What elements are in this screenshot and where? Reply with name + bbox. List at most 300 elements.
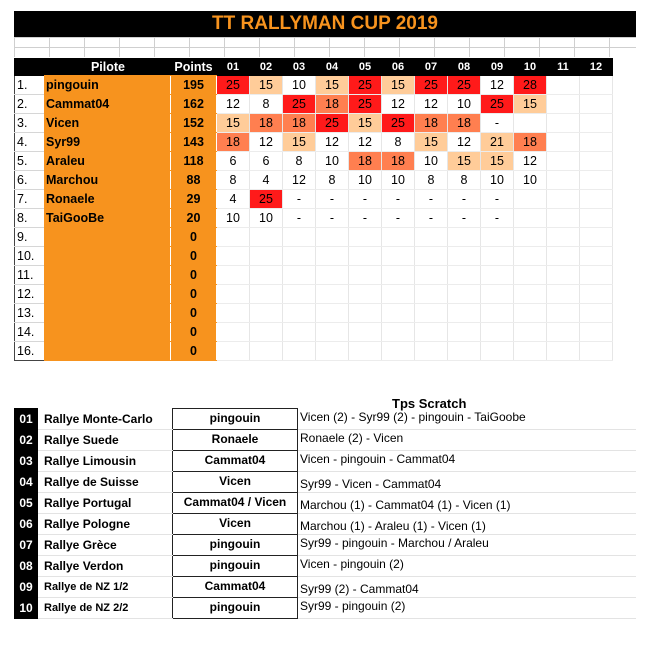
score-cell-round-09: -	[481, 114, 514, 133]
header-round-06: 06	[382, 59, 415, 76]
rally-scratch: Vicen - pingouin - Cammat04	[298, 451, 637, 472]
score-cell-round-10	[514, 228, 547, 247]
pilot-name-cell: TaiGooBe	[44, 209, 171, 228]
score-cell-round-11	[547, 190, 580, 209]
score-cell-round-11	[547, 95, 580, 114]
rallies-body	[14, 409, 636, 619]
score-cell-round-04	[316, 266, 349, 285]
score-cell-round-12	[580, 76, 613, 95]
score-cell-round-08	[448, 247, 481, 266]
rally-winner: pingouin	[173, 535, 298, 556]
score-cell-round-06: -	[382, 209, 415, 228]
points-cell: 118	[171, 152, 217, 171]
header-round-04: 04	[316, 59, 349, 76]
score-cell-round-11	[547, 342, 580, 361]
score-cell-round-12	[580, 209, 613, 228]
header-round-07: 07	[415, 59, 448, 76]
score-cell-round-01	[217, 304, 250, 323]
score-cell-round-10	[514, 190, 547, 209]
header-round-03: 03	[283, 59, 316, 76]
rally-number: 10	[14, 598, 38, 619]
score-cell-round-02: 8	[250, 95, 283, 114]
score-cell-round-08: -	[448, 190, 481, 209]
rally-scratch: Syr99 - Vicen - Cammat04	[298, 472, 637, 493]
rank-cell: 11.	[15, 266, 44, 285]
score-cell-round-03: 15	[283, 133, 316, 152]
score-cell-round-03: -	[283, 209, 316, 228]
score-cell-round-10: 18	[514, 133, 547, 152]
score-cell-round-12	[580, 95, 613, 114]
rally-scratch: Marchou (1) - Araleu (1) - Vicen (1)	[298, 514, 637, 535]
rally-number: 02	[14, 430, 38, 451]
score-cell-round-01: 8	[217, 171, 250, 190]
score-cell-round-12	[580, 114, 613, 133]
score-cell-round-02	[250, 247, 283, 266]
standings-row	[15, 190, 613, 209]
header-round-10: 10	[514, 59, 547, 76]
rally-scratch: Syr99 - pingouin (2)	[298, 598, 637, 619]
pilot-name-cell: Syr99	[44, 133, 171, 152]
scratch-title: Tps Scratch	[392, 396, 467, 411]
score-cell-round-08: -	[448, 209, 481, 228]
score-cell-round-07	[415, 228, 448, 247]
rally-number: 04	[14, 472, 38, 493]
rank-cell: 10.	[15, 247, 44, 266]
score-cell-round-06	[382, 285, 415, 304]
score-cell-round-06: -	[382, 190, 415, 209]
score-cell-round-09	[481, 342, 514, 361]
score-cell-round-06: 8	[382, 133, 415, 152]
points-cell: 0	[171, 266, 217, 285]
standings-header-row	[15, 59, 613, 76]
rally-name: Rallye de Suisse	[38, 472, 173, 493]
score-cell-round-03	[283, 266, 316, 285]
score-cell-round-07: -	[415, 209, 448, 228]
score-cell-round-11	[547, 133, 580, 152]
header-round-02: 02	[250, 59, 283, 76]
score-cell-round-01: 18	[217, 133, 250, 152]
score-cell-round-03: 8	[283, 152, 316, 171]
rally-row	[14, 556, 636, 577]
rank-cell: 2.	[15, 95, 44, 114]
score-cell-round-04	[316, 323, 349, 342]
score-cell-round-11	[547, 152, 580, 171]
score-cell-round-04: -	[316, 190, 349, 209]
score-cell-round-04: -	[316, 209, 349, 228]
score-cell-round-05: 15	[349, 114, 382, 133]
points-cell: 0	[171, 342, 217, 361]
pilot-name-cell	[44, 304, 171, 323]
score-cell-round-09: -	[481, 209, 514, 228]
score-cell-round-01	[217, 285, 250, 304]
score-cell-round-01: 25	[217, 76, 250, 95]
pilot-name-cell: Ronaele	[44, 190, 171, 209]
score-cell-round-02	[250, 266, 283, 285]
score-cell-round-01: 15	[217, 114, 250, 133]
score-cell-round-08	[448, 304, 481, 323]
score-cell-round-03	[283, 285, 316, 304]
standings-row	[15, 171, 613, 190]
score-cell-round-07: 10	[415, 152, 448, 171]
score-cell-round-04: 8	[316, 171, 349, 190]
rally-number: 01	[14, 409, 38, 430]
rally-row	[14, 451, 636, 472]
score-cell-round-04: 25	[316, 114, 349, 133]
points-cell: 162	[171, 95, 217, 114]
header-round-12: 12	[580, 59, 613, 76]
header-round-08: 08	[448, 59, 481, 76]
pilot-name-cell: Vicen	[44, 114, 171, 133]
score-cell-round-06: 12	[382, 95, 415, 114]
score-cell-round-10	[514, 342, 547, 361]
pilot-name-cell: Cammat04	[44, 95, 171, 114]
score-cell-round-08: 12	[448, 133, 481, 152]
score-cell-round-10	[514, 323, 547, 342]
score-cell-round-02	[250, 323, 283, 342]
pilot-name-cell: Araleu	[44, 152, 171, 171]
score-cell-round-11	[547, 247, 580, 266]
score-cell-round-03	[283, 342, 316, 361]
score-cell-round-02	[250, 304, 283, 323]
rally-winner: Vicen	[173, 514, 298, 535]
score-cell-round-10: 15	[514, 95, 547, 114]
rank-cell: 1.	[15, 76, 44, 95]
rally-scratch: Vicen (2) - Syr99 (2) - pingouin - TaiGoobe	[298, 409, 637, 430]
rally-row	[14, 514, 636, 535]
score-cell-round-05: 25	[349, 76, 382, 95]
standings-row	[15, 76, 613, 95]
points-cell: 0	[171, 247, 217, 266]
score-cell-round-03: 10	[283, 76, 316, 95]
score-cell-round-01: 10	[217, 209, 250, 228]
score-cell-round-07	[415, 342, 448, 361]
score-cell-round-02: 6	[250, 152, 283, 171]
score-cell-round-02	[250, 228, 283, 247]
score-cell-round-09	[481, 266, 514, 285]
rally-winner: pingouin	[173, 409, 298, 430]
score-cell-round-01	[217, 266, 250, 285]
score-cell-round-06	[382, 342, 415, 361]
rally-winner: pingouin	[173, 598, 298, 619]
score-cell-round-05	[349, 247, 382, 266]
score-cell-round-01: 12	[217, 95, 250, 114]
score-cell-round-07: 12	[415, 95, 448, 114]
score-cell-round-11	[547, 114, 580, 133]
score-cell-round-09: -	[481, 190, 514, 209]
pilot-name-cell	[44, 247, 171, 266]
score-cell-round-12	[580, 190, 613, 209]
header-round-05: 05	[349, 59, 382, 76]
score-cell-round-02: 15	[250, 76, 283, 95]
rank-cell: 12.	[15, 285, 44, 304]
score-cell-round-07	[415, 323, 448, 342]
rally-winner: Cammat04 / Vicen	[173, 493, 298, 514]
score-cell-round-04: 15	[316, 76, 349, 95]
score-cell-round-06	[382, 228, 415, 247]
score-cell-round-11	[547, 266, 580, 285]
score-cell-round-09	[481, 323, 514, 342]
score-cell-round-05: 10	[349, 171, 382, 190]
page-title: TT RALLYMAN CUP 2019	[14, 11, 636, 37]
score-cell-round-05: 12	[349, 133, 382, 152]
score-cell-round-06	[382, 266, 415, 285]
rally-scratch: Syr99 (2) - Cammat04	[298, 577, 637, 598]
score-cell-round-01	[217, 228, 250, 247]
score-cell-round-10	[514, 285, 547, 304]
rally-scratch: Marchou (1) - Cammat04 (1) - Vicen (1)	[298, 493, 637, 514]
score-cell-round-06: 18	[382, 152, 415, 171]
score-cell-round-09: 21	[481, 133, 514, 152]
rank-cell: 13.	[15, 304, 44, 323]
score-cell-round-08: 15	[448, 152, 481, 171]
score-cell-round-02	[250, 285, 283, 304]
score-cell-round-07: 8	[415, 171, 448, 190]
spreadsheet-grid	[14, 37, 636, 57]
rally-winner: Cammat04	[173, 451, 298, 472]
score-cell-round-12	[580, 285, 613, 304]
score-cell-round-08: 8	[448, 171, 481, 190]
score-cell-round-10	[514, 209, 547, 228]
standings-row	[15, 209, 613, 228]
rank-cell: 4.	[15, 133, 44, 152]
pilot-name-cell	[44, 285, 171, 304]
score-cell-round-04	[316, 285, 349, 304]
score-cell-round-11	[547, 209, 580, 228]
score-cell-round-02: 10	[250, 209, 283, 228]
header-points: Points	[171, 59, 217, 76]
score-cell-round-01: 6	[217, 152, 250, 171]
score-cell-round-06	[382, 247, 415, 266]
score-cell-round-05	[349, 304, 382, 323]
score-cell-round-07	[415, 304, 448, 323]
rank-cell: 5.	[15, 152, 44, 171]
score-cell-round-12	[580, 133, 613, 152]
score-cell-round-10: 10	[514, 171, 547, 190]
score-cell-round-02: 12	[250, 133, 283, 152]
points-cell: 29	[171, 190, 217, 209]
standings-row	[15, 95, 613, 114]
rally-row	[14, 409, 636, 430]
score-cell-round-11	[547, 171, 580, 190]
rally-number: 06	[14, 514, 38, 535]
score-cell-round-08	[448, 266, 481, 285]
score-cell-round-09	[481, 228, 514, 247]
rally-number: 08	[14, 556, 38, 577]
score-cell-round-12	[580, 323, 613, 342]
score-cell-round-10	[514, 266, 547, 285]
score-cell-round-08	[448, 228, 481, 247]
score-cell-round-07	[415, 247, 448, 266]
rally-scratch: Ronaele (2) - Vicen	[298, 430, 637, 451]
points-cell: 0	[171, 304, 217, 323]
standings-row	[15, 323, 613, 342]
score-cell-round-09	[481, 304, 514, 323]
score-cell-round-06	[382, 323, 415, 342]
score-cell-round-12	[580, 304, 613, 323]
score-cell-round-07	[415, 285, 448, 304]
rally-row	[14, 598, 636, 619]
score-cell-round-05: 25	[349, 95, 382, 114]
score-cell-round-12	[580, 342, 613, 361]
score-cell-round-01	[217, 247, 250, 266]
header-pilote: Pilote	[44, 59, 171, 76]
score-cell-round-12	[580, 266, 613, 285]
score-cell-round-02: 25	[250, 190, 283, 209]
standings-row	[15, 285, 613, 304]
score-cell-round-12	[580, 152, 613, 171]
rally-number: 03	[14, 451, 38, 472]
rally-row	[14, 535, 636, 556]
score-cell-round-04: 12	[316, 133, 349, 152]
rally-name: Rallye Verdon	[38, 556, 173, 577]
pilot-name-cell: pingouin	[44, 76, 171, 95]
score-cell-round-02	[250, 342, 283, 361]
rally-row	[14, 472, 636, 493]
score-cell-round-07: -	[415, 190, 448, 209]
score-cell-round-08: 18	[448, 114, 481, 133]
score-cell-round-11	[547, 76, 580, 95]
rank-cell: 8.	[15, 209, 44, 228]
rally-winner: Cammat04	[173, 577, 298, 598]
rank-cell: 9.	[15, 228, 44, 247]
score-cell-round-01	[217, 342, 250, 361]
score-cell-round-03	[283, 247, 316, 266]
rally-name: Rallye de NZ 2/2	[38, 598, 173, 619]
pilot-name-cell: Marchou	[44, 171, 171, 190]
points-cell: 0	[171, 285, 217, 304]
rally-scratch: Syr99 - pingouin - Marchou / Araleu	[298, 535, 637, 556]
score-cell-round-11	[547, 304, 580, 323]
pilot-name-cell	[44, 266, 171, 285]
score-cell-round-05	[349, 323, 382, 342]
points-cell: 20	[171, 209, 217, 228]
rallies-table	[14, 408, 636, 619]
score-cell-round-05: -	[349, 209, 382, 228]
header-rank	[15, 59, 44, 76]
rank-cell: 16.	[15, 342, 44, 361]
points-cell: 88	[171, 171, 217, 190]
score-cell-round-12	[580, 247, 613, 266]
score-cell-round-02: 18	[250, 114, 283, 133]
score-cell-round-03: 12	[283, 171, 316, 190]
score-cell-round-07: 18	[415, 114, 448, 133]
rally-row	[14, 430, 636, 451]
header-round-11: 11	[547, 59, 580, 76]
standings-row	[15, 133, 613, 152]
score-cell-round-10	[514, 114, 547, 133]
points-cell: 143	[171, 133, 217, 152]
standings-body	[15, 76, 613, 361]
score-cell-round-04	[316, 228, 349, 247]
score-cell-round-04	[316, 247, 349, 266]
rally-winner: Ronaele	[173, 430, 298, 451]
pilot-name-cell	[44, 228, 171, 247]
rally-number: 09	[14, 577, 38, 598]
score-cell-round-12	[580, 228, 613, 247]
rally-scratch: Vicen - pingouin (2)	[298, 556, 637, 577]
score-cell-round-10	[514, 304, 547, 323]
rank-cell: 3.	[15, 114, 44, 133]
score-cell-round-05: -	[349, 190, 382, 209]
standings-row	[15, 228, 613, 247]
rally-number: 05	[14, 493, 38, 514]
rank-cell: 14.	[15, 323, 44, 342]
score-cell-round-07: 15	[415, 133, 448, 152]
score-cell-round-05	[349, 342, 382, 361]
score-cell-round-06: 10	[382, 171, 415, 190]
points-cell: 0	[171, 323, 217, 342]
score-cell-round-10	[514, 247, 547, 266]
standings-row	[15, 266, 613, 285]
score-cell-round-08	[448, 323, 481, 342]
score-cell-round-09: 10	[481, 171, 514, 190]
header-round-01: 01	[217, 59, 250, 76]
rank-cell: 6.	[15, 171, 44, 190]
score-cell-round-11	[547, 228, 580, 247]
rally-name: Rallye de NZ 1/2	[38, 577, 173, 598]
standings-row	[15, 247, 613, 266]
score-cell-round-04	[316, 304, 349, 323]
score-cell-round-03: 18	[283, 114, 316, 133]
score-cell-round-05: 18	[349, 152, 382, 171]
rally-name: Rallye Monte-Carlo	[38, 409, 173, 430]
score-cell-round-01	[217, 323, 250, 342]
score-cell-round-08	[448, 285, 481, 304]
rally-name: Rallye Limousin	[38, 451, 173, 472]
pilot-name-cell	[44, 342, 171, 361]
score-cell-round-08: 10	[448, 95, 481, 114]
rally-row	[14, 577, 636, 598]
standings-row	[15, 342, 613, 361]
score-cell-round-08: 25	[448, 76, 481, 95]
rally-name: Rallye Pologne	[38, 514, 173, 535]
rally-name: Rallye Grèce	[38, 535, 173, 556]
score-cell-round-03	[283, 323, 316, 342]
score-cell-round-04	[316, 342, 349, 361]
score-cell-round-09: 25	[481, 95, 514, 114]
standings-row	[15, 304, 613, 323]
score-cell-round-07	[415, 266, 448, 285]
score-cell-round-12	[580, 171, 613, 190]
score-cell-round-04: 18	[316, 95, 349, 114]
score-cell-round-03	[283, 304, 316, 323]
rally-number: 07	[14, 535, 38, 556]
score-cell-round-03: -	[283, 190, 316, 209]
header-round-09: 09	[481, 59, 514, 76]
rally-name: Rallye Portugal	[38, 493, 173, 514]
standings-row	[15, 152, 613, 171]
score-cell-round-11	[547, 285, 580, 304]
rally-row	[14, 493, 636, 514]
rank-cell: 7.	[15, 190, 44, 209]
score-cell-round-01: 4	[217, 190, 250, 209]
score-cell-round-05	[349, 228, 382, 247]
score-cell-round-05	[349, 266, 382, 285]
score-cell-round-07: 25	[415, 76, 448, 95]
score-cell-round-08	[448, 342, 481, 361]
rally-winner: pingouin	[173, 556, 298, 577]
pilot-name-cell	[44, 323, 171, 342]
score-cell-round-10: 12	[514, 152, 547, 171]
score-cell-round-06: 25	[382, 114, 415, 133]
score-cell-round-03: 25	[283, 95, 316, 114]
score-cell-round-04: 10	[316, 152, 349, 171]
score-cell-round-09: 12	[481, 76, 514, 95]
score-cell-round-09	[481, 285, 514, 304]
score-cell-round-02: 4	[250, 171, 283, 190]
score-cell-round-03	[283, 228, 316, 247]
score-cell-round-11	[547, 323, 580, 342]
